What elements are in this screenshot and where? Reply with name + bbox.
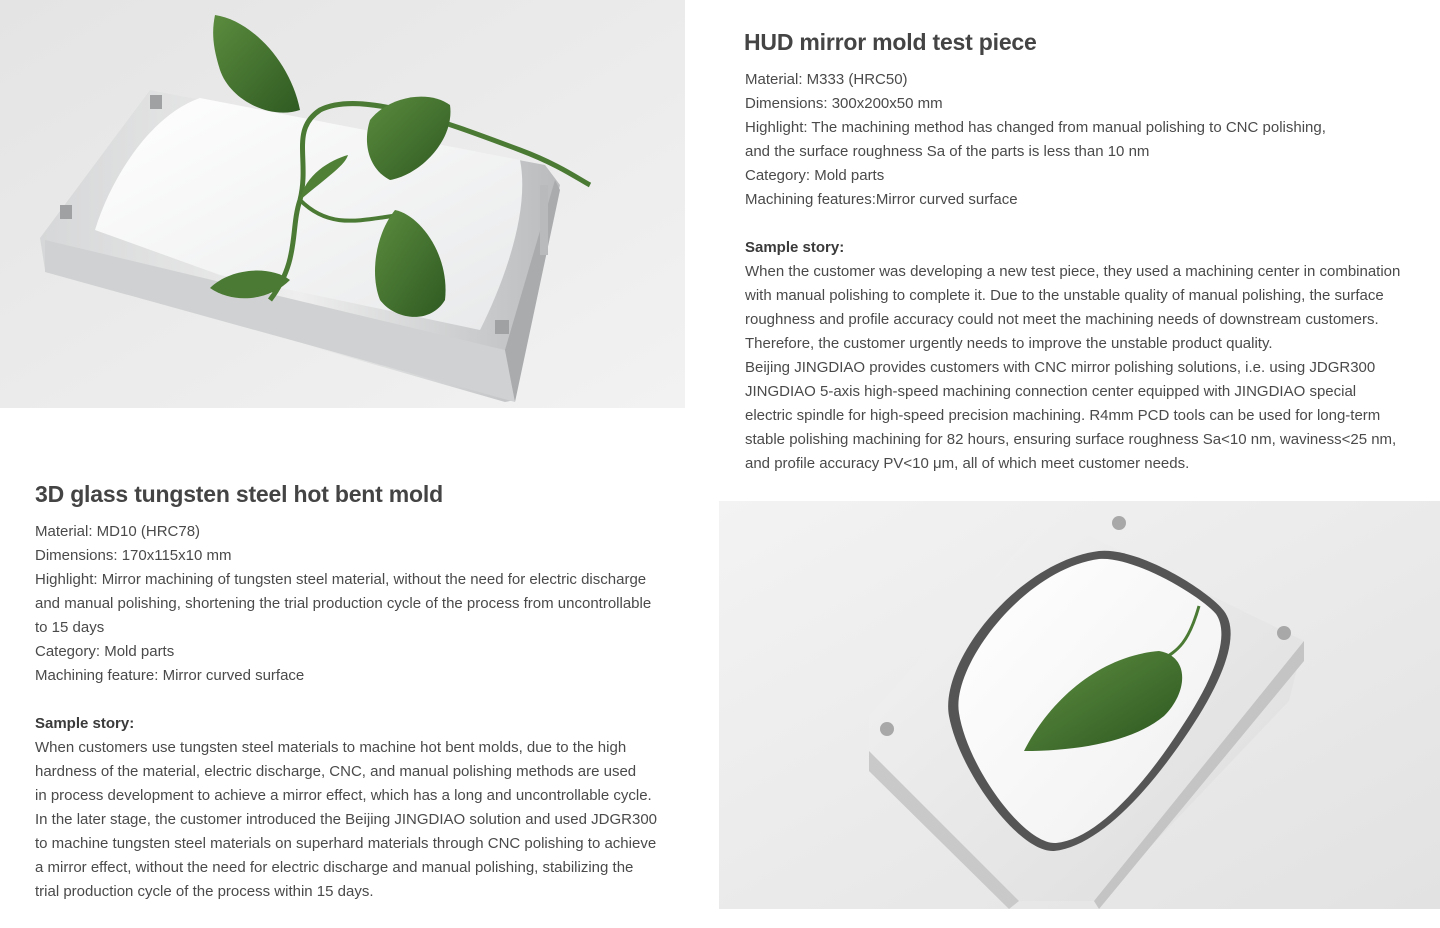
hud-story-heading: Sample story: (745, 239, 845, 256)
hud-story-line: When the customer was developing a new test piece, they used a machining center in combination (745, 263, 1401, 280)
hud-description (745, 28, 1435, 476)
hud-spec-highlight-cont: and the surface roughness Sa of the parts is less than 10 nm (745, 143, 1150, 160)
glass-story-line: a mirror effect, without the need for electric discharge and manual polishing, stabilizing the (35, 859, 634, 876)
hud-spec-dimensions: Dimensions: 300x200x50 mm (745, 95, 943, 112)
glass-spec-highlight-cont: and manual polishing, shortening the trial production cycle of the process from uncontrollable (35, 595, 652, 612)
glass-spec-feature: Machining feature: Mirror curved surface (35, 667, 305, 684)
hud-story-line: Beijing JINGDIAO provides customers with CNC mirror polishing solutions, i.e. using JDGR300 (745, 359, 1376, 376)
glass-story-line: to machine tungsten steel materials on superhard materials through CNC polishing to achieve (35, 835, 657, 852)
hud-story-line: and profile accuracy PV<10 μm, all of which meet customer needs. (745, 455, 1190, 472)
glass-story-line: trial production cycle of the process within 15 days. (35, 883, 374, 900)
hud-spec-highlight: Highlight: The machining method has changed from manual polishing to CNC polishing, (745, 119, 1326, 136)
hud-mold-photo (0, 0, 685, 408)
glass-spec-material: Material: MD10 (HRC78) (35, 523, 201, 540)
hud-body (745, 68, 1435, 476)
hud-spec-category: Category: Mold parts (745, 167, 885, 184)
hud-spec-features: Machining features:Mirror curved surface (745, 191, 1018, 208)
hud-title: HUD mirror mold test piece (744, 29, 1037, 55)
glass-body (35, 520, 700, 904)
hud-story-line: with manual polishing to complete it. Due to the unstable quality of manual polishing, the surface (745, 287, 1384, 304)
hud-story-line: Therefore, the customer urgently needs to improve the unstable product quality. (745, 335, 1273, 352)
hud-story-line: JINGDIAO 5-axis high-speed machining connection center equipped with JINGDIAO special (745, 383, 1357, 400)
glass-story-heading: Sample story: (35, 715, 135, 732)
spacer (35, 688, 700, 712)
glass-title: 3D glass tungsten steel hot bent mold (35, 481, 443, 507)
hud-story-line: stable polishing machining for 82 hours, ensuring surface roughness Sa<10 nm, waviness<25 nm, (745, 431, 1397, 448)
glass-story-line: in process development to achieve a mirror effect, which has a long and uncontrollable cycle. (35, 787, 652, 804)
glass-spec-dimensions: Dimensions: 170x115x10 mm (35, 547, 232, 564)
hud-spec-material: Material: M333 (HRC50) (745, 71, 908, 88)
glass-spec-highlight-end: to 15 days (35, 619, 105, 636)
hud-story-line: electric spindle for high-speed precision machining. R4mm PCD tools can be used for long-term (745, 407, 1381, 424)
glass-mold-photo (719, 501, 1440, 909)
glass-story-line: When customers use tungsten steel materials to machine hot bent molds, due to the high (35, 739, 627, 756)
glass-description (35, 480, 700, 904)
glass-spec-category: Category: Mold parts (35, 643, 175, 660)
spacer (745, 212, 1435, 236)
glass-story-line: In the later stage, the customer introduced the Beijing JINGDIAO solution and used JDGR300 (35, 811, 658, 828)
glass-story-line: hardness of the material, electric discharge, CNC, and manual polishing methods are used (35, 763, 637, 780)
hud-story-line: roughness and profile accuracy could not meet the machining needs of downstream customers. (745, 311, 1379, 328)
glass-spec-highlight: Highlight: Mirror machining of tungsten steel material, without the need for electric discharge (35, 571, 647, 588)
